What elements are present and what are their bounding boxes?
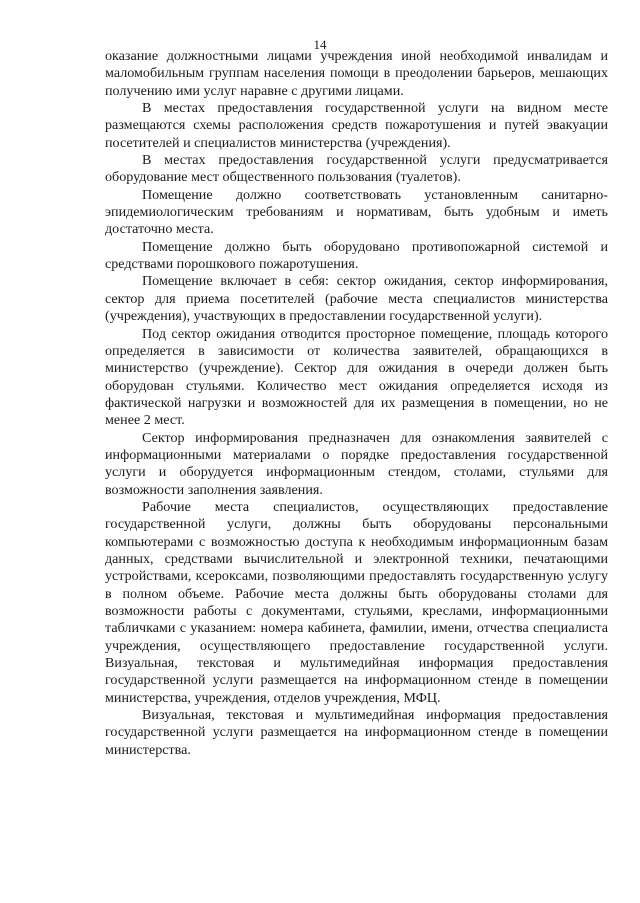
paragraph-fire-evacuation-schemes: В местах предоставления государственной услуги на видном месте размещаются схемы расположения средств пожаротушения и путей эвакуации посетителей и специалистов министерства (учреждения).	[105, 100, 608, 151]
paragraph-public-facilities: В местах предоставления государственной услуги предусматривается оборудование мест общественного пользования (туалетов).	[105, 152, 608, 186]
paragraph-waiting-sector: Под сектор ожидания отводится просторное помещение, площадь которого определяется в зависимости от количества заявителей, обращающихся в министерство (учреждение). Сектор для ожидания в очереди должен быть оборудован стульями. Количество мест ожидания определяется исходя из фактической нагрузки и возможностей для их размещения в помещении, но не менее 2 мест.	[105, 325, 608, 429]
paragraph-fire-protection: Помещение должно быть оборудовано противопожарной системой и средствами порошкового пожаротушения.	[105, 238, 608, 273]
paragraph-premises-sectors: Помещение включает в себя: сектор ожидания, сектор информирования, сектор для приема посетителей (рабочие места специалистов министерства (учреждения), участвующих в предоставлении государственной услуги).	[105, 273, 608, 325]
document-body	[105, 48, 608, 759]
paragraph-sanitary-requirements: Помещение должно соответствовать установленным санитарно-эпидемиологическим требованиям и нормативам, быть удобным и иметь достаточно места.	[105, 186, 608, 238]
paragraph-information-sector: Сектор информирования предназначен для ознакомления заявителей с информационными материалами о порядке предоставления государственной услуги и оборудуется информационным стендом, столами, стульями для возможности заполнения заявления.	[105, 429, 608, 498]
paragraph-workplaces: Рабочие места специалистов, осуществляющих предоставление государственной услуги, должны быть оборудованы персональными компьютерами с возможностью доступа к необходимым информационным базам данных, средствами вычислительной и электронной техники, печатающими устройствами, ксероксами, позволяющими предоставлять государственную услугу в полном объеме. Рабочие места должны быть оборудованы столами для возможности работы с документами, стульями, креслами, информационными табличками с указанием: номера кабинета, фамилии, имени, отчества специалиста учреждения, осуществляющего предоставление государственной услуги. Визуальная, текстовая и мультимедийная информация предоставления государственной услуги размещается на информационном стенде в помещении министерства, учреждения, отделов учреждения, МФЦ.	[105, 498, 608, 706]
paragraph-continuation: оказание должностными лицами учреждения иной необходимой инвалидам и маломобильным группам населения помощи в преодолении барьеров, мешающих получению ими услуг наравне с другими лицами.	[105, 48, 608, 99]
paragraph-visual-information: Визуальная, текстовая и мультимедийная информация предоставления государственной услуги размещается на информационном стенде в помещении министерства.	[105, 707, 608, 758]
page-number: 14	[313, 37, 327, 52]
